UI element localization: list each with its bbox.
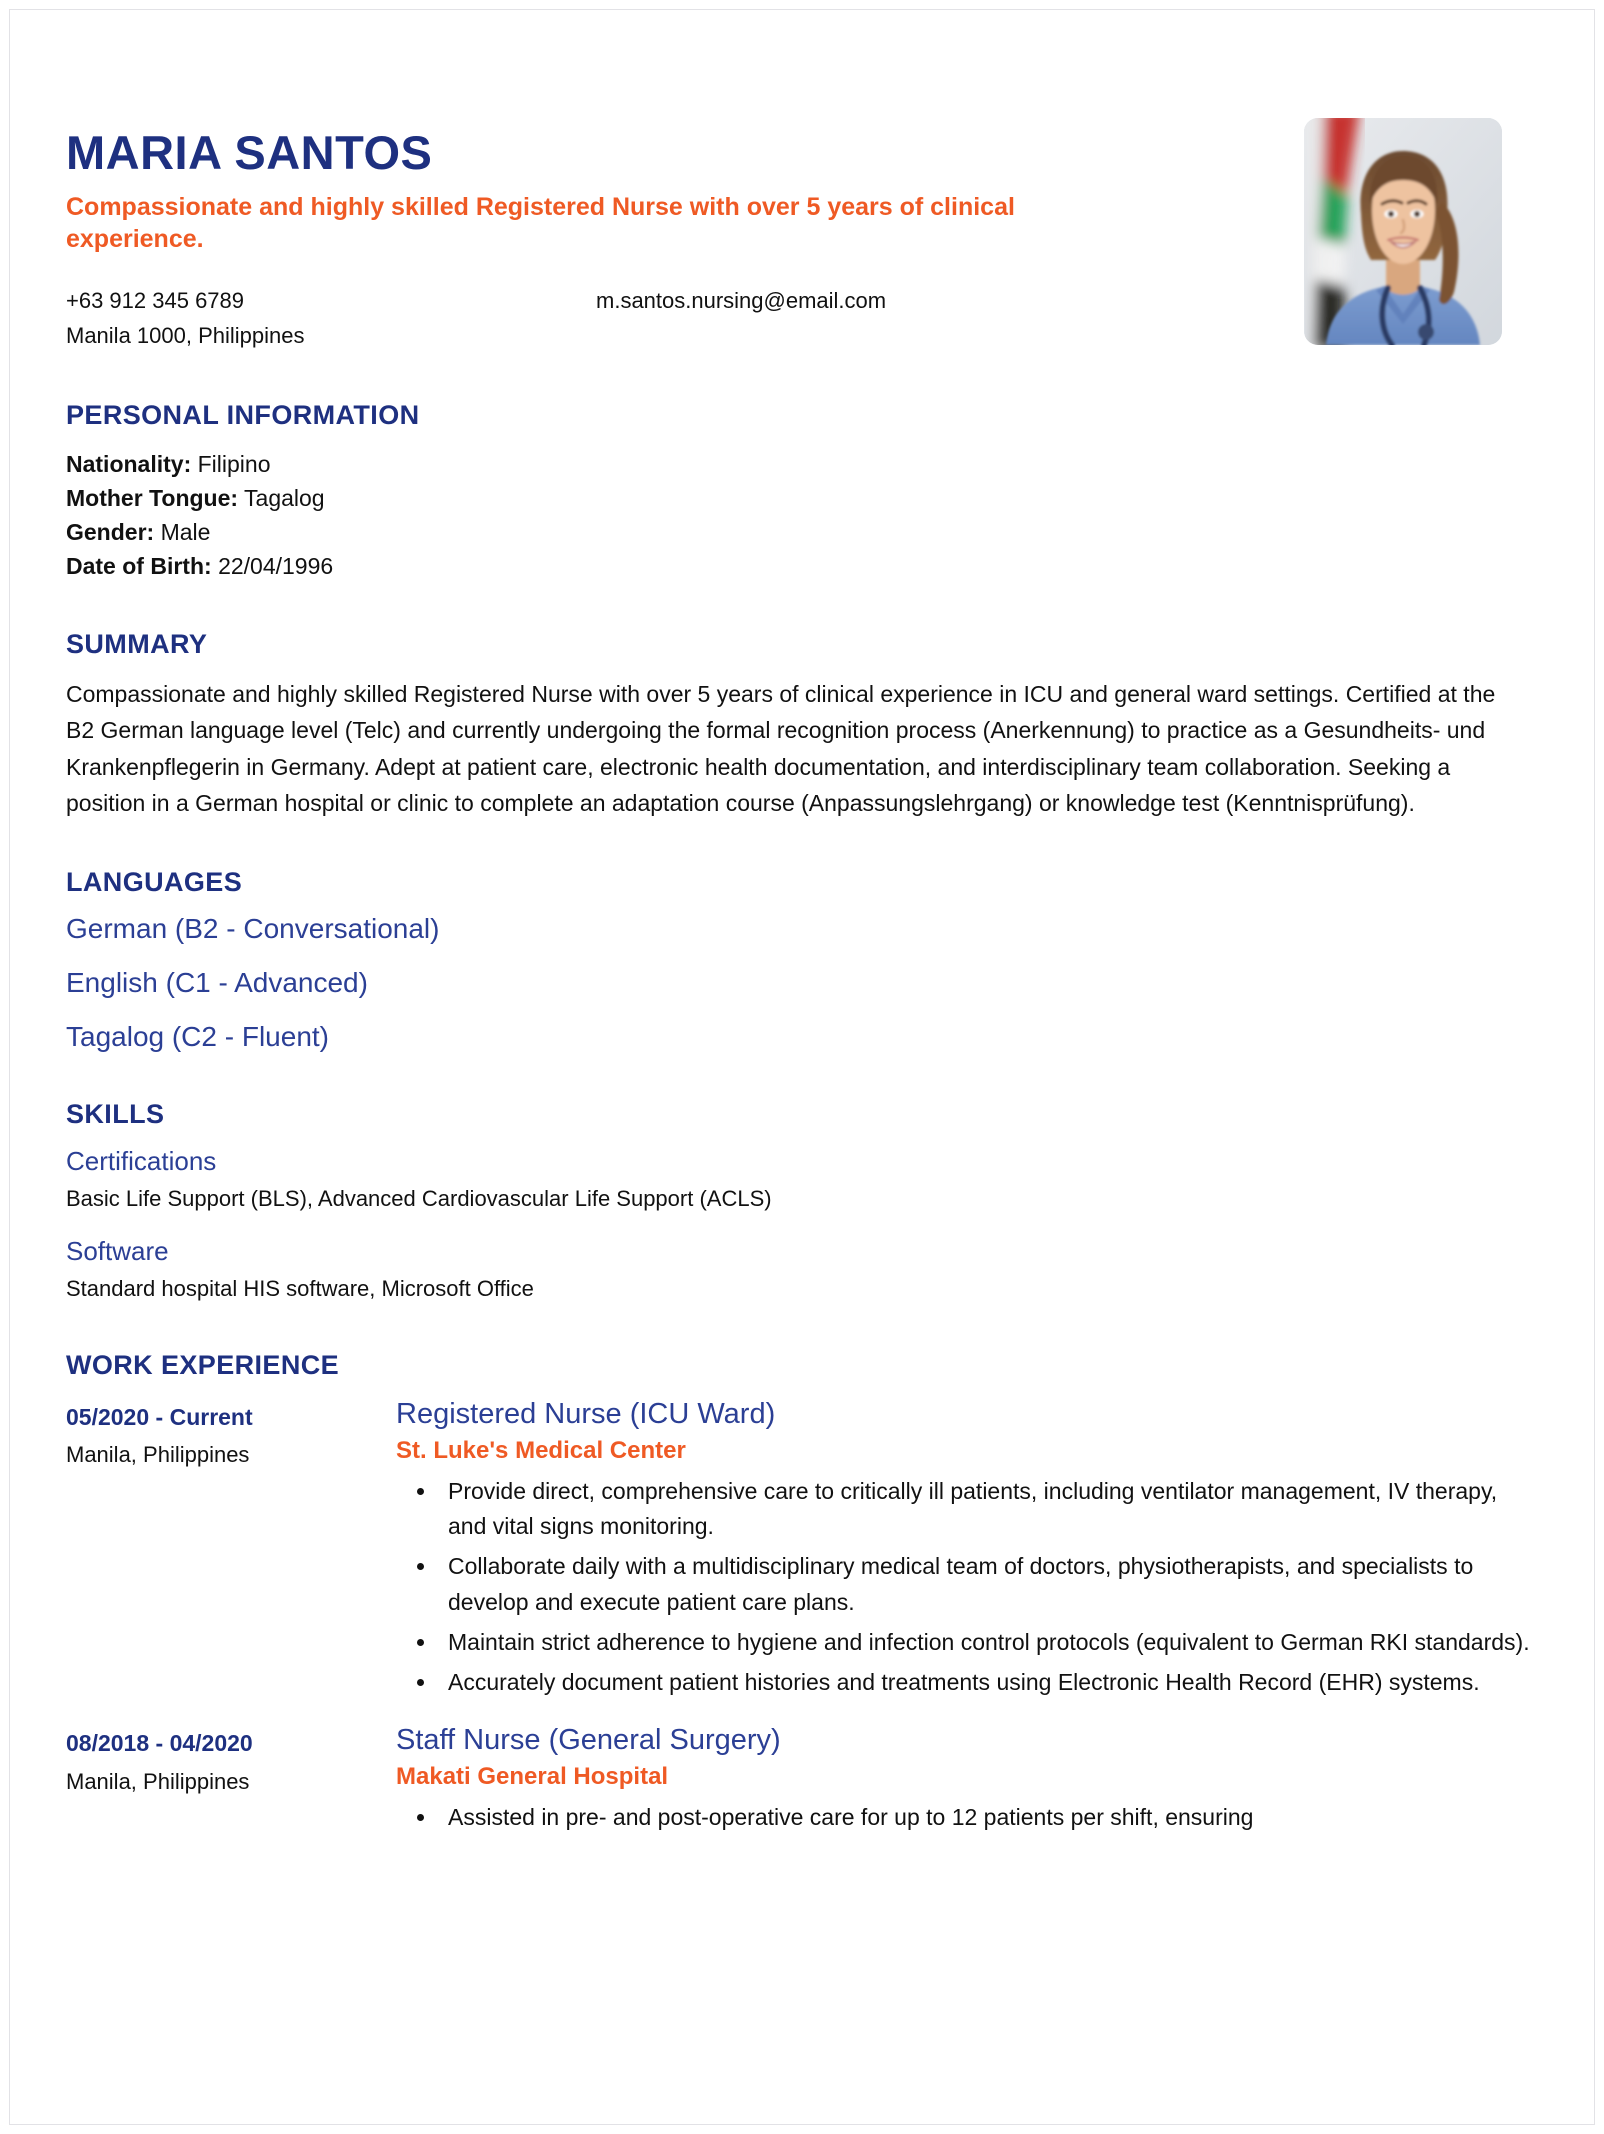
job-bullet: • Maintain strict adherence to hygiene and infection control protocols (equivalent to German RKI standards). [438,1625,1538,1661]
section-summary [66,629,1538,821]
personal-info-label: Nationality: [66,451,192,477]
job-bullet: • Assisted in pre- and post-operative care for up to 12 patients per shift, ensuring [438,1800,1538,1836]
personal-info-value: Tagalog [244,485,325,512]
resume-content [66,110,1538,1858]
personal-info-row [66,515,1538,549]
skill-group-heading: Certifications [66,1145,217,1176]
job-meta [66,1397,396,1470]
section-title-skills: SKILLS [66,1098,165,1129]
contact-address-column [66,318,596,354]
job-body [396,1723,1538,1840]
job-bullet: • Collaborate daily with a multidisciplinary medical team of doctors, physiotherapists, and specialists to develop and execute patient care plans. [438,1549,1538,1621]
job-meta [66,1723,396,1796]
contact-row-secondary [66,318,1066,354]
skill-group-heading: Software [66,1235,169,1266]
personal-info-row [66,447,1538,481]
contact-phone-column [66,283,596,319]
skill-group [66,1236,1538,1304]
contact-phone[interactable]: +63 912 345 6789 [66,287,245,313]
job-bullet: • Provide direct, comprehensive care to critically ill patients, including ventilator management, IV therapy, and vital signs monitoring. [438,1474,1538,1546]
section-title-personal-information: PERSONAL INFORMATION [66,400,420,430]
job-title: Registered Nurse (ICU Ward) [396,1397,776,1430]
candidate-name: MARIA SANTOS [66,126,433,179]
language-item: German (B2 - Conversational) [66,913,440,945]
language-item: Tagalog (C2 - Fluent) [66,1021,330,1053]
work-experience-entry [66,1723,1538,1840]
section-title-summary: SUMMARY [66,629,208,660]
personal-info-row [66,549,1538,583]
personal-info-value: Male [160,519,211,546]
contact-email-column [596,283,886,319]
job-bullet-list [396,1800,1538,1836]
contact-row-primary [66,283,1066,319]
skill-group-body: Standard hospital HIS software, Microsoft Office [66,1275,534,1301]
contact-address: Manila 1000, Philippines [66,323,305,349]
summary-paragraph: Compassionate and highly skilled Registered Nurse with over 5 years of clinical experience in ICU and general ward settings. Certified at the B2 German language level (Telc) and currently undergoing the formal recognition process (Anerkennung) to practice as a Gesundheits- und Krankenpflegerin in Germany. Adept at patient care, electronic health documentation, and interdisciplinary team collaboration. Seeking a position in a German hospital or clinic to complete an adaptation course (Anpassungslehrgang) or knowledge test (Kenntnisprüfung). [66,681,1496,817]
section-personal-information [66,400,1538,583]
personal-info-label: Mother Tongue: [66,485,239,512]
personal-info-label: Gender: [66,519,155,546]
resume-header [66,110,1538,354]
section-title-work-experience: WORK EXPERIENCE [66,1349,340,1380]
work-experience-entry [66,1397,1538,1705]
section-work-experience [66,1350,1538,1840]
job-bullet-list [396,1474,1538,1701]
profile-photo-image [1304,118,1502,345]
personal-info-value: 22/04/1996 [218,553,334,580]
job-title: Staff Nurse (General Surgery) [396,1723,781,1756]
section-title-languages: LANGUAGES [66,867,243,898]
personal-info-label: Date of Birth: [66,553,212,580]
job-date-range: 05/2020 - Current [66,1403,253,1430]
personal-info-row [66,481,1538,515]
personal-info-value: Filipino [197,451,271,477]
language-item: English (C1 - Advanced) [66,967,368,999]
skill-group [66,1146,1538,1214]
job-location: Manila, Philippines [66,1442,250,1468]
section-skills [66,1099,1538,1304]
job-body [396,1397,1538,1705]
job-date-range: 08/2018 - 04/2020 [66,1729,253,1756]
profile-photo [1304,118,1502,345]
candidate-tagline: Compassionate and highly skilled Registered Nurse with over 5 years of clinical experience. [66,192,1015,253]
header-text-block [66,110,1066,354]
job-company: Makati General Hospital [396,1763,669,1791]
skill-group-body: Basic Life Support (BLS), Advanced Cardiovascular Life Support (ACLS) [66,1186,772,1212]
job-company: St. Luke's Medical Center [396,1436,686,1464]
job-location: Manila, Philippines [66,1768,250,1794]
section-languages [66,867,1538,1052]
contact-email[interactable]: m.santos.nursing@email.com [596,287,887,313]
job-bullet: • Accurately document patient histories and treatments using Electronic Health Record (EHR) systems. [438,1665,1538,1701]
